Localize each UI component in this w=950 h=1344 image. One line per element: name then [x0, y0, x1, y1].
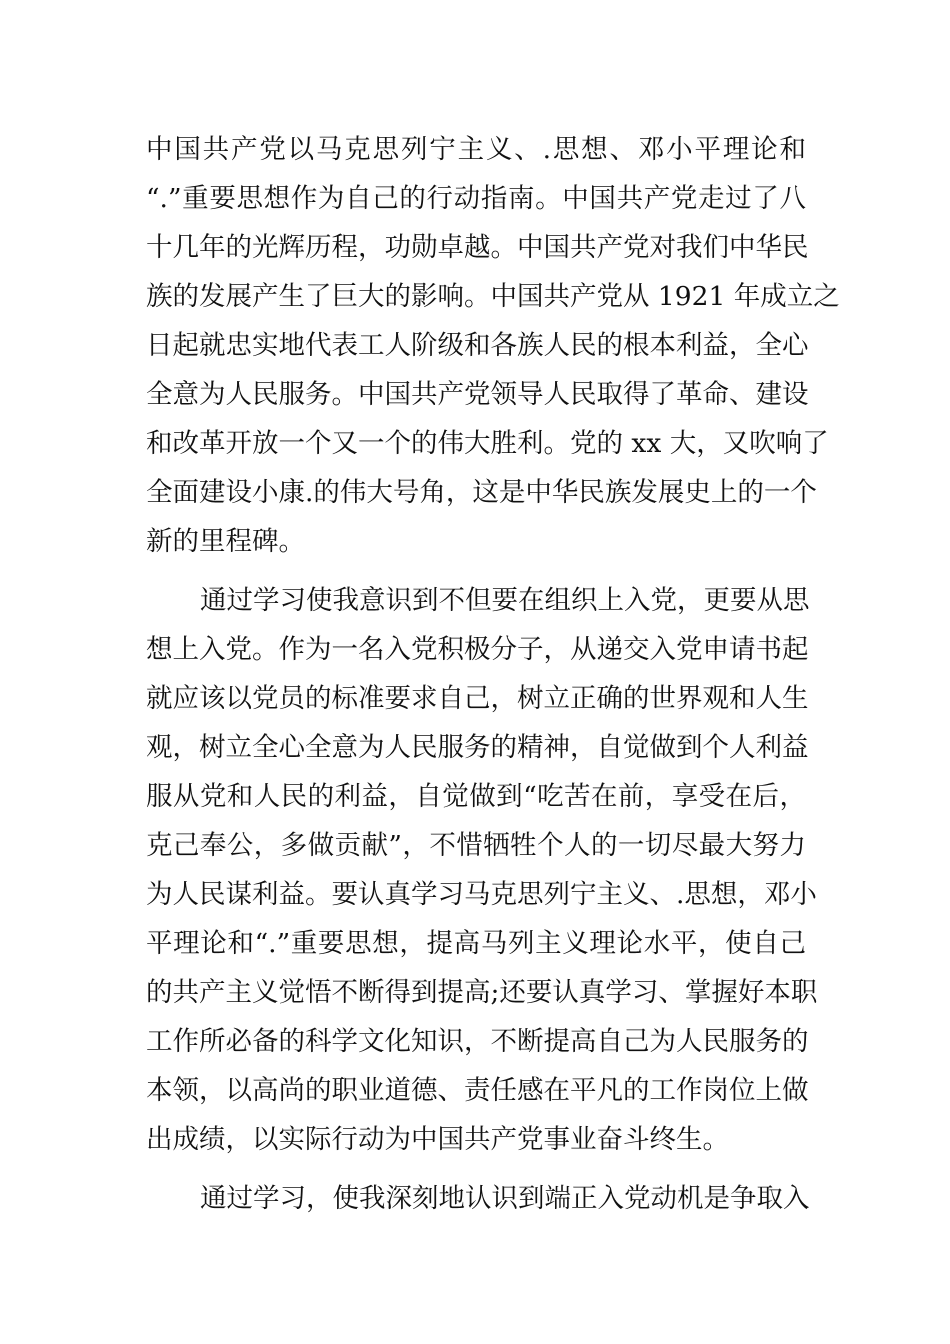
text-line: 的共产主义觉悟不断得到提高;还要认真学习、掌握好本职 — [146, 977, 818, 1008]
text-line: 族的发展产生了巨大的影响。中国共产党从 1921 年成立之 — [146, 281, 840, 312]
text-line: 新的里程碑。 — [146, 526, 305, 557]
text-line: “.”重要思想作为自己的行动指南。中国共产党走过了八 — [146, 183, 806, 214]
text-line: 和改革开放一个又一个的伟大胜利。党的 xx 大，又吹响了 — [146, 428, 829, 459]
text-line: 十几年的光辉历程，功勋卓越。中国共产党对我们中华民 — [146, 232, 809, 263]
text-line: 平理论和“.”重要思想，提高马列主义理论水平，使自己 — [146, 928, 806, 959]
text-line: 全意为人民服务。中国共产党领导人民取得了革命、建设 — [146, 379, 809, 410]
text-line: 克己奉公，多做贡献”，不惜牺牲个人的一切尽最大努力 — [146, 830, 806, 861]
text-line: 通过学习使我意识到不但要在组织上入党，更要从思 — [200, 585, 810, 616]
text-line: 通过学习，使我深刻地认识到端正入党动机是争取入 — [200, 1183, 810, 1214]
text-line: 中国共产党以马克思列宁主义、.思想、邓小平理论和 — [146, 134, 806, 165]
text-line: 日起就忠实地代表工人阶级和各族人民的根本利益，全心 — [146, 330, 809, 361]
text-line: 服从党和人民的利益，自觉做到“吃苦在前，享受在后， — [146, 781, 806, 812]
text-line: 为人民谋利益。要认真学习马克思列宁主义、.思想，邓小 — [146, 879, 817, 910]
text-line: 想上入党。作为一名入党积极分子，从递交入党申请书起 — [146, 634, 809, 665]
text-line: 全面建设小康.的伟大号角，这是中华民族发展史上的一个 — [146, 477, 817, 508]
text-line: 工作所必备的科学文化知识，不断提高自己为人民服务的 — [146, 1026, 809, 1057]
text-line: 就应该以党员的标准要求自己，树立正确的世界观和人生 — [146, 683, 809, 714]
text-line: 本领，以高尚的职业道德、责任感在平凡的工作岗位上做 — [146, 1075, 809, 1106]
text-line: 观，树立全心全意为人民服务的精神，自觉做到个人利益 — [146, 732, 809, 763]
text-line: 出成绩，以实际行动为中国共产党事业奋斗终生。 — [146, 1124, 729, 1155]
